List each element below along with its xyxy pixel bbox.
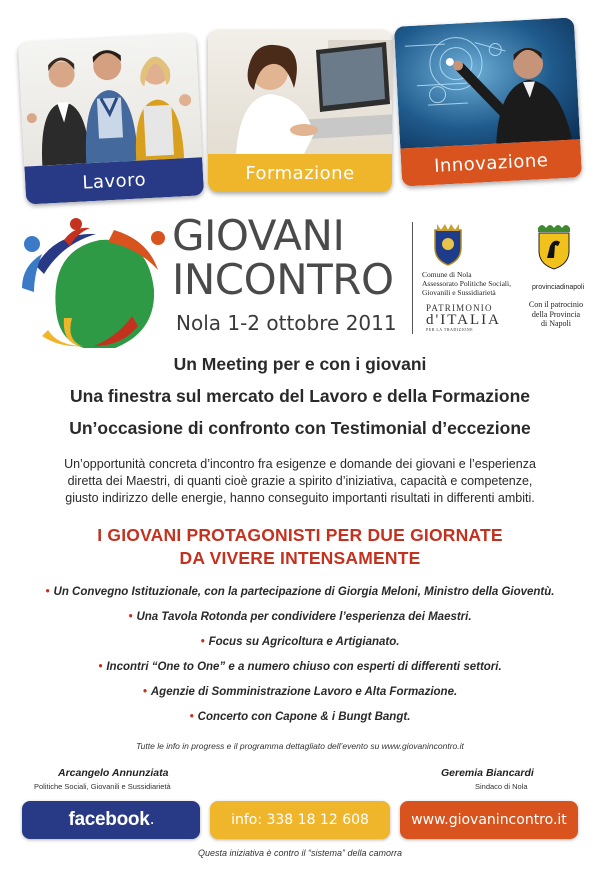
lavoro-label: Lavoro — [24, 157, 204, 204]
headline-meeting: Un Meeting per e con i giovani — [173, 354, 427, 374]
facebook-button[interactable] — [22, 801, 200, 839]
card-formazione — [208, 30, 392, 192]
innovazione-label: Innovazione — [400, 139, 582, 186]
provincia-line2: della Provincia — [531, 309, 581, 319]
provincia-patrocinio-text — [522, 300, 590, 329]
event-date: Nola 1-2 ottobre 2011 — [176, 311, 397, 335]
website-link[interactable] — [400, 801, 578, 839]
bullet-icon: • — [142, 686, 147, 698]
provincia-napoli-crest-icon — [536, 222, 572, 270]
facebook-dot: . — [150, 813, 154, 827]
comune-line1: Comune di Nola — [422, 270, 472, 279]
provincia-name: provinciadinapoli — [532, 284, 585, 291]
intro-line1: Un’opportunità concreta d’incontro fra esigenze e domande dei giovani e l’esperienza — [64, 457, 536, 471]
touchscreen-illustration — [394, 17, 580, 148]
list-item — [0, 711, 600, 723]
list-item — [0, 611, 600, 623]
provincia-line3: di Napoli — [541, 319, 571, 328]
intro-paragraph — [38, 456, 562, 507]
website-label: www.giovanincontro.it — [411, 812, 567, 828]
bullet-icon: • — [200, 636, 205, 648]
formazione-photo — [208, 30, 392, 154]
list-item — [0, 636, 600, 648]
bullet-text: Una Tavola Rotonda per condividere l’esperienza dei Maestri. — [136, 611, 472, 623]
intro-line2: diretta dei Maestri, di quanti cioè grazie a spirito d’iniziativa, capacità e competenze, — [67, 474, 533, 488]
bullet-icon: • — [128, 611, 133, 623]
intro-line3: giusto indirizzo delle energie, hanno conseguito importanti risultati in differenti ambiti. — [65, 491, 535, 505]
comune-line2: Assessorato Politiche Sociali, — [422, 279, 511, 288]
header-divider — [412, 222, 413, 334]
card-lavoro — [18, 33, 204, 204]
bullet-text: Incontri “One to One” e a numero chiuso con esperti di differenti settori. — [106, 661, 502, 673]
footer-note: Questa iniziativa è contro il “sistema” della camorra — [197, 848, 403, 858]
patrimonio-italia-logo — [426, 303, 501, 332]
innovazione-photo — [394, 17, 580, 148]
bullet-icon: • — [98, 661, 103, 673]
formazione-label: Formazione — [208, 154, 392, 192]
signatory-left-role: Politiche Sociali, Giovanili e Sussidiarietà — [34, 782, 171, 791]
lavoro-photo — [18, 33, 202, 166]
bullet-text: Agenzie di Somministrazione Lavoro e Alta Formazione. — [150, 686, 458, 698]
info-phone-label: info: 338 18 12 608 — [231, 812, 369, 828]
info-phone-button[interactable] — [210, 801, 390, 839]
bullet-text: Concerto con Capone & i Bungt Bangt. — [197, 711, 411, 723]
workers-illustration — [18, 33, 202, 166]
list-item — [0, 586, 600, 598]
protagonisti-title-line2: DA VIVERE INTENSAMENTE — [179, 548, 421, 568]
comune-line3: Giovanili e Sussidiarietà — [422, 288, 496, 297]
bullet-text: Un Convegno Istituzionale, con la partecipazione di Giorgia Meloni, Ministro della Gioventù. — [53, 586, 555, 598]
bullet-text: Focus su Agricoltura e Artigianato. — [208, 636, 400, 648]
list-item — [0, 686, 600, 698]
event-title — [172, 211, 394, 304]
comune-nola-crest-icon — [431, 222, 465, 266]
student-laptop-illustration — [208, 30, 392, 154]
event-title-line1: GIOVANI — [172, 211, 345, 260]
patrimonio-top: PATRIMONIO — [426, 303, 493, 313]
signatory-right-role: Sindaco di Nola — [475, 782, 528, 791]
headline-occasione: Un’occasione di confronto con Testimonial d’eccezione — [69, 418, 531, 438]
patrimonio-main: d'ITALIA — [426, 312, 501, 328]
patrimonio-sub: PER LA TRADIZIONE — [426, 327, 474, 332]
signatory-left-name: Arcangelo Annunziata — [58, 767, 169, 779]
bullet-icon: • — [189, 711, 194, 723]
comune-nola-text — [422, 270, 522, 297]
card-innovazione — [394, 17, 582, 186]
giovani-incontro-logo — [18, 218, 168, 348]
headline-finestra: Una finestra sul mercato del Lavoro e della Formazione — [70, 386, 530, 406]
bullet-icon: • — [45, 586, 50, 598]
info-progress-text: Tutte le info in progress e il programma dettagliato dell’evento su www.giovanincontro.it — [136, 741, 464, 751]
facebook-label: facebook — [68, 809, 150, 830]
provincia-line1: Con il patrocinio — [528, 300, 584, 309]
list-item — [0, 661, 600, 673]
event-title-line2: INCONTRO — [172, 255, 394, 304]
signatory-right-name: Geremia Biancardi — [441, 767, 534, 779]
protagonisti-title-line1: I GIOVANI PROTAGONISTI PER DUE GIORNATE — [97, 525, 503, 545]
